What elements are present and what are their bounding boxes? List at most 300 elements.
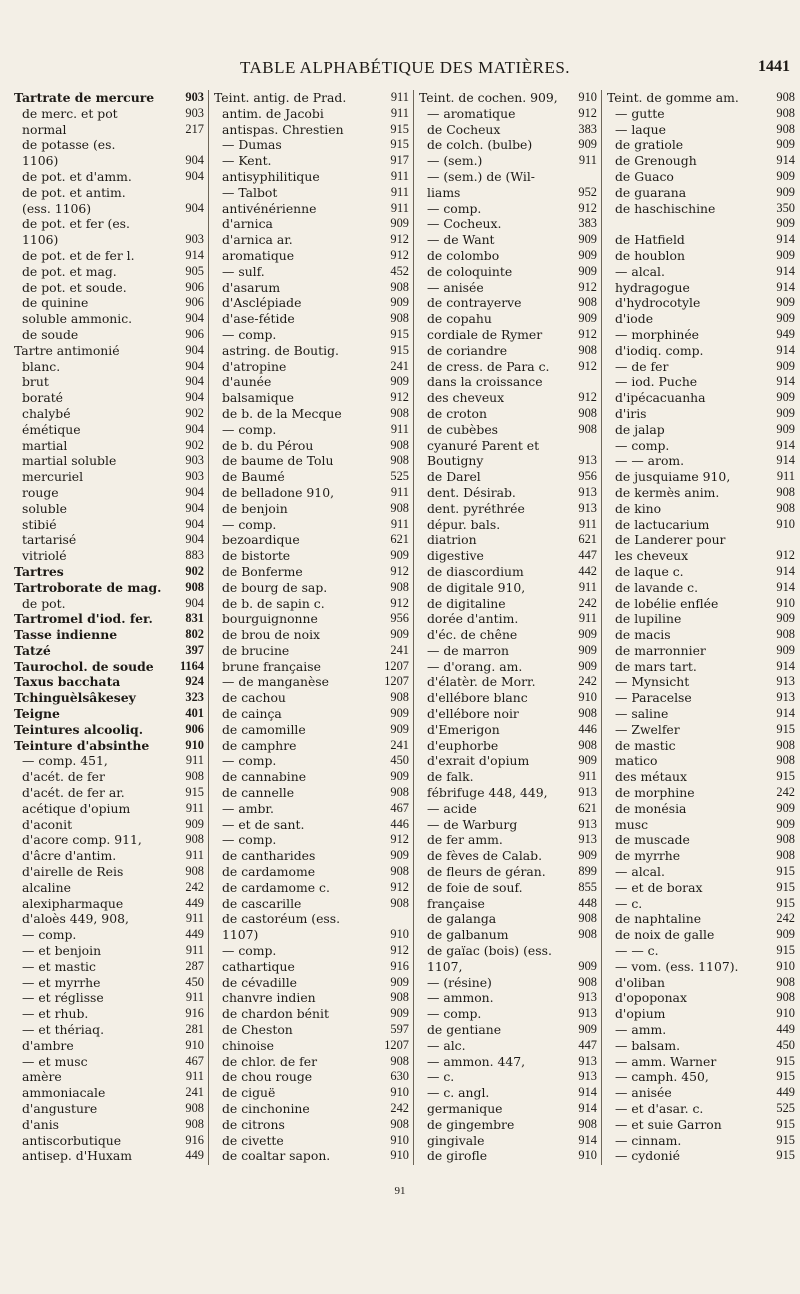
- entry-page-ref: 904: [185, 311, 204, 326]
- entry-page-ref: 910: [578, 690, 597, 705]
- entry-term: d'aloès 449, 908,: [22, 911, 129, 927]
- entry-page-ref: 908: [578, 911, 597, 926]
- index-entry: [607, 927, 795, 943]
- entry-page-ref: 915: [776, 1053, 795, 1068]
- index-entry: [607, 485, 795, 501]
- index-entry: [214, 817, 409, 833]
- entry-page-ref: 525: [390, 469, 409, 484]
- entry-term: — (résine): [427, 974, 492, 990]
- index-entry: [419, 248, 597, 264]
- index-entry: [214, 753, 409, 769]
- entry-term: de cannelle: [222, 785, 295, 801]
- index-entry: [607, 1022, 795, 1038]
- index-entry: [214, 1054, 409, 1070]
- entry-term: de baume de Tolu: [222, 453, 334, 469]
- entry-term: — comp.: [222, 326, 277, 342]
- entry-page-ref: 452: [390, 263, 409, 278]
- entry-term: de castoréum (ess.: [222, 911, 341, 927]
- entry-page-ref: 909: [390, 1006, 409, 1021]
- entry-term: de jalap: [615, 421, 665, 437]
- index-entry: [607, 169, 795, 185]
- index-entry: [419, 390, 597, 406]
- entry-page-ref: 323: [185, 690, 204, 705]
- index-entry: [607, 596, 795, 612]
- entry-page-ref: 914: [776, 437, 795, 452]
- entry-page-ref: 910: [578, 1148, 597, 1163]
- index-entry: [14, 216, 204, 232]
- index-entry: [607, 659, 795, 675]
- index-entry: [214, 564, 409, 580]
- index-entry: [607, 959, 795, 975]
- entry-page-ref: 909: [578, 137, 597, 152]
- entry-term: germanique: [427, 1101, 503, 1116]
- entry-page-ref: 909: [185, 816, 204, 831]
- entry-page-ref: 909: [390, 216, 409, 231]
- index-entry: [419, 517, 597, 533]
- index-entry: [14, 801, 204, 817]
- index-entry: [214, 1133, 409, 1149]
- entry-term: de chou rouge: [222, 1069, 313, 1085]
- entry-page-ref: 904: [185, 153, 204, 168]
- entry-term: de Guaco: [615, 168, 674, 184]
- index-entry: [419, 1101, 597, 1117]
- entry-term: — sulf.: [222, 263, 265, 279]
- index-entry: [419, 374, 597, 390]
- index-entry: [419, 548, 597, 564]
- entry-term: de b. de la Mecque: [222, 405, 342, 421]
- entry-page-ref: 447: [578, 548, 597, 563]
- entry-page-ref: 910: [390, 1085, 409, 1100]
- index-entry: [607, 232, 795, 248]
- entry-page-ref: 909: [578, 311, 597, 326]
- entry-page-ref: 906: [185, 326, 204, 341]
- entry-page-ref: 914: [776, 342, 795, 357]
- entry-page-ref: 909: [776, 642, 795, 657]
- entry-term: de cinchonine: [222, 1101, 310, 1116]
- entry-term: de cardamome: [222, 864, 316, 880]
- index-entry: [14, 469, 204, 485]
- entry-term: 1107): [222, 927, 259, 943]
- entry-page-ref: 915: [776, 1069, 795, 1084]
- entry-term: antivénérienne: [222, 200, 317, 216]
- index-entry: [419, 453, 597, 469]
- entry-term: Teigne: [14, 706, 60, 722]
- entry-page-ref: 909: [776, 390, 795, 405]
- index-entry: [607, 643, 795, 659]
- entry-page-ref: 909: [578, 247, 597, 262]
- index-entry: [214, 169, 409, 185]
- index-entry: [419, 627, 597, 643]
- entry-term: dorée d'antim.: [427, 611, 519, 627]
- index-entry: [607, 122, 795, 138]
- entry-page-ref: 401: [185, 706, 204, 721]
- index-entry: [14, 295, 204, 311]
- index-entry: [607, 327, 795, 343]
- index-entry: [419, 975, 597, 991]
- entry-term: de coloquinte: [427, 263, 513, 279]
- index-entry: [607, 1006, 795, 1022]
- index-entry: [214, 896, 409, 912]
- entry-page-ref: 906: [185, 295, 204, 310]
- index-entry: [14, 722, 204, 738]
- entry-term: — anisée: [615, 1085, 672, 1101]
- entry-term: astring. de Boutig.: [222, 342, 339, 358]
- entry-page-ref: 397: [185, 642, 204, 657]
- entry-page-ref: 911: [185, 990, 204, 1005]
- entry-term: — ammon.: [427, 990, 494, 1006]
- index-entry: [607, 374, 795, 390]
- index-entry: [607, 580, 795, 596]
- entry-page-ref: 802: [185, 627, 204, 642]
- entry-page-ref: 909: [776, 421, 795, 436]
- entry-page-ref: 908: [185, 579, 204, 594]
- entry-term: d'ellébore blanc: [427, 690, 528, 706]
- entry-term: rouge: [22, 484, 59, 500]
- entry-page-ref: 383: [578, 121, 597, 136]
- index-entry: [607, 343, 795, 359]
- index-entry: [419, 185, 597, 201]
- index-entry: [419, 1133, 597, 1149]
- entry-page-ref: 911: [390, 105, 409, 120]
- entry-term: de pot. et fer (es.: [22, 216, 130, 232]
- entry-term: de pot. et d'amm.: [22, 168, 132, 184]
- entry-page-ref: 904: [185, 484, 204, 499]
- entry-page-ref: 910: [185, 737, 204, 752]
- entry-term: — — arom.: [615, 453, 685, 469]
- entry-page-ref: 952: [578, 184, 597, 199]
- entry-page-ref: 908: [776, 500, 795, 515]
- index-entry: [607, 295, 795, 311]
- entry-page-ref: 909: [776, 295, 795, 310]
- index-entry: [607, 422, 795, 438]
- entry-term: d'atropine: [222, 358, 287, 374]
- entry-page-ref: 909: [390, 848, 409, 863]
- entry-term: d'âcre d'antim.: [22, 848, 117, 864]
- entry-term: — comp.: [222, 753, 277, 769]
- entry-term: de civette: [222, 1132, 284, 1148]
- entry-page-ref: 904: [185, 374, 204, 389]
- index-entry: [14, 627, 204, 643]
- entry-page-ref: 909: [776, 611, 795, 626]
- entry-page-ref: 908: [578, 1116, 597, 1131]
- index-entry: [214, 1069, 409, 1085]
- index-entry: [214, 343, 409, 359]
- entry-page-ref: 908: [390, 437, 409, 452]
- index-entry: [419, 169, 597, 185]
- entry-page-ref: 906: [185, 279, 204, 294]
- index-entry: [607, 1069, 795, 1085]
- entry-page-ref: 908: [578, 927, 597, 942]
- index-entry: [14, 501, 204, 517]
- index-entry: [419, 801, 597, 817]
- entry-page-ref: 908: [578, 405, 597, 420]
- entry-term: antisep. d'Huxam: [22, 1148, 133, 1164]
- entry-term: Teintures alcooliq.: [14, 721, 144, 737]
- index-column-2: [214, 90, 409, 1165]
- index-entry: [214, 1101, 409, 1117]
- entry-term: — de manganèse: [222, 674, 329, 690]
- index-entry: [607, 864, 795, 880]
- index-entry: [214, 90, 409, 106]
- entry-page-ref: 630: [390, 1069, 409, 1084]
- index-entry: [607, 975, 795, 991]
- index-entry: [14, 832, 204, 848]
- entry-term: matico: [615, 753, 658, 769]
- index-entry: [14, 674, 204, 690]
- entry-term: — c.: [615, 895, 643, 911]
- entry-term: de colch. (bulbe): [427, 137, 533, 153]
- entry-page-ref: 915: [390, 137, 409, 152]
- index-entry: [419, 295, 597, 311]
- entry-page-ref: 911: [185, 1069, 204, 1084]
- index-entry: [419, 880, 597, 896]
- entry-page-ref: 909: [776, 800, 795, 815]
- index-entry: [419, 769, 597, 785]
- entry-page-ref: 899: [578, 864, 597, 879]
- entry-term: — anisée: [427, 279, 484, 295]
- index-entry: [214, 596, 409, 612]
- entry-term: — morphinée: [615, 326, 699, 342]
- entry-page-ref: 450: [390, 753, 409, 768]
- entry-term: — et rhub.: [22, 1006, 89, 1022]
- index-entry: [214, 485, 409, 501]
- entry-term: martial: [22, 437, 68, 453]
- entry-page-ref: 906: [185, 721, 204, 736]
- entry-term: de pot. et antim.: [22, 184, 126, 200]
- entry-term: de Darel: [427, 469, 481, 485]
- entry-page-ref: 914: [776, 153, 795, 168]
- entry-term: antiscorbutique: [22, 1132, 122, 1148]
- entry-page-ref: 909: [578, 642, 597, 657]
- entry-page-ref: 914: [776, 453, 795, 468]
- index-entry: [607, 216, 795, 232]
- entry-term: aromatique: [222, 247, 295, 263]
- index-entry: [214, 927, 409, 943]
- index-column-1: [14, 90, 204, 1165]
- entry-term: amère: [22, 1069, 62, 1085]
- entry-page-ref: 911: [390, 184, 409, 199]
- index-entry: [419, 343, 597, 359]
- index-entry: [14, 1085, 204, 1101]
- entry-page-ref: 908: [390, 311, 409, 326]
- entry-term: de muscade: [615, 832, 690, 848]
- entry-page-ref: 911: [776, 469, 795, 484]
- entry-page-ref: 911: [578, 769, 597, 784]
- index-entry: [14, 374, 204, 390]
- entry-page-ref: 1164: [179, 658, 204, 673]
- entry-page-ref: 904: [185, 358, 204, 373]
- entry-page-ref: 915: [776, 769, 795, 784]
- index-entry: [419, 137, 597, 153]
- entry-page-ref: 467: [185, 1053, 204, 1068]
- index-entry: [419, 706, 597, 722]
- index-entry: [419, 674, 597, 690]
- index-entry: [607, 153, 795, 169]
- index-entry: [14, 453, 204, 469]
- entry-page-ref: 908: [776, 484, 795, 499]
- index-entry: [214, 216, 409, 232]
- entry-page-ref: 909: [390, 974, 409, 989]
- entry-page-ref: 909: [578, 263, 597, 278]
- entry-page-ref: 910: [185, 1037, 204, 1052]
- entry-page-ref: 911: [185, 800, 204, 815]
- index-entry: [419, 469, 597, 485]
- entry-term: d'iode: [615, 311, 654, 327]
- entry-term: Tartroborate de mag.: [14, 579, 162, 595]
- entry-page-ref: 908: [578, 342, 597, 357]
- index-entry: [607, 817, 795, 833]
- index-entry: [214, 248, 409, 264]
- index-entry: [214, 1022, 409, 1038]
- entry-page-ref: 449: [776, 1022, 795, 1037]
- index-entry: [14, 106, 204, 122]
- entry-page-ref: 450: [185, 974, 204, 989]
- entry-page-ref: 912: [390, 390, 409, 405]
- entry-term: de falk.: [427, 769, 474, 785]
- entry-page-ref: 914: [776, 279, 795, 294]
- entry-page-ref: 903: [185, 453, 204, 468]
- index-entry: [214, 975, 409, 991]
- index-entry: [607, 611, 795, 627]
- entry-page-ref: 914: [185, 247, 204, 262]
- entry-page-ref: 914: [776, 232, 795, 247]
- index-entry: [419, 943, 597, 959]
- entry-term: de citrons: [222, 1116, 285, 1132]
- index-entry: [419, 580, 597, 596]
- page-title: TABLE ALPHABÉTIQUE DES MATIÈRES.: [239, 58, 571, 77]
- index-entry: [214, 327, 409, 343]
- entry-term: de fèves de Calab.: [427, 848, 543, 864]
- entry-term: de pot. et de fer l.: [22, 247, 135, 263]
- index-entry: [419, 596, 597, 612]
- entry-page-ref: 241: [390, 737, 409, 752]
- index-entry: [214, 785, 409, 801]
- entry-term: — alc.: [427, 1037, 466, 1053]
- index-entry: [214, 280, 409, 296]
- entry-page-ref: 915: [776, 1116, 795, 1131]
- index-entry: [214, 1038, 409, 1054]
- index-entry: [214, 359, 409, 375]
- index-entry: [419, 848, 597, 864]
- index-entry: [14, 390, 204, 406]
- index-entry: [214, 501, 409, 517]
- index-column-3: [419, 90, 597, 1165]
- index-entry: [214, 548, 409, 564]
- entry-term: — camph. 450,: [615, 1069, 709, 1085]
- index-entry: [14, 1148, 204, 1164]
- entry-page-ref: 909: [776, 927, 795, 942]
- entry-term: soluble: [22, 500, 67, 516]
- entry-page-ref: 217: [185, 121, 204, 136]
- entry-page-ref: 883: [185, 548, 204, 563]
- index-entry: [419, 690, 597, 706]
- index-column-4: [607, 90, 795, 1165]
- index-entry: [214, 469, 409, 485]
- entry-page-ref: 909: [578, 1022, 597, 1037]
- entry-page-ref: 908: [390, 453, 409, 468]
- entry-term: les cheveux: [615, 548, 689, 564]
- index-entry: [214, 453, 409, 469]
- index-entry: [214, 232, 409, 248]
- index-entry: [14, 232, 204, 248]
- entry-page-ref: 281: [185, 1022, 204, 1037]
- entry-term: de Grenough: [615, 153, 697, 169]
- index-entry: [214, 311, 409, 327]
- entry-page-ref: 446: [390, 816, 409, 831]
- entry-term: d'airelle de Reis: [22, 864, 124, 880]
- index-entry: [214, 106, 409, 122]
- index-entry: [214, 422, 409, 438]
- index-entry: [214, 580, 409, 596]
- entry-term: de Bonferme: [222, 563, 303, 579]
- index-entry: [607, 453, 795, 469]
- entry-term: de chardon bénit: [222, 1006, 329, 1022]
- entry-page-ref: 905: [185, 263, 204, 278]
- entry-page-ref: 908: [185, 1116, 204, 1131]
- entry-term: de galbanum: [427, 927, 509, 943]
- index-entry: [14, 706, 204, 722]
- entry-page-ref: 913: [578, 832, 597, 847]
- index-entry: [607, 501, 795, 517]
- index-entry: [14, 943, 204, 959]
- entry-page-ref: 909: [578, 848, 597, 863]
- entry-page-ref: 241: [390, 642, 409, 657]
- index-entry: [607, 137, 795, 153]
- entry-term: de gingembre: [427, 1116, 515, 1132]
- entry-term: de bistorte: [222, 548, 291, 564]
- entry-term: — comp.: [222, 421, 277, 437]
- index-entry: [419, 1038, 597, 1054]
- entry-term: balsamique: [222, 390, 294, 406]
- entry-term: d'acore comp. 911,: [22, 832, 142, 848]
- entry-term: de kermès anim.: [615, 484, 720, 500]
- entry-page-ref: 908: [776, 737, 795, 752]
- entry-term: de belladone 910,: [222, 484, 335, 500]
- entry-page-ref: 916: [185, 1132, 204, 1147]
- entry-page-ref: 911: [390, 200, 409, 215]
- entry-page-ref: 621: [578, 800, 597, 815]
- entry-term: d'opium: [615, 1006, 666, 1022]
- entry-page-ref: 908: [390, 405, 409, 420]
- entry-page-ref: 831: [185, 611, 204, 626]
- entry-term: de lupiline: [615, 611, 682, 627]
- index-entry: [607, 532, 795, 548]
- entry-term: de copahu: [427, 311, 492, 327]
- index-entry: [607, 1148, 795, 1164]
- entry-page-ref: 915: [390, 342, 409, 357]
- entry-page-ref: 467: [390, 800, 409, 815]
- entry-page-ref: 914: [578, 1101, 597, 1115]
- entry-term: stibié: [22, 516, 57, 532]
- entry-term: ammoniacale: [22, 1085, 106, 1101]
- index-entry: [214, 990, 409, 1006]
- index-entry: [419, 311, 597, 327]
- index-entry: [14, 659, 204, 675]
- page-number: 1441: [758, 58, 790, 75]
- entry-term: hydragogue: [615, 279, 690, 295]
- entry-term: — de Warburg: [427, 816, 518, 832]
- entry-page-ref: 449: [185, 895, 204, 910]
- entry-page-ref: 903: [185, 469, 204, 484]
- entry-page-ref: 904: [185, 168, 204, 183]
- entry-page-ref: 904: [185, 532, 204, 547]
- index-entry: [214, 706, 409, 722]
- entry-page-ref: 912: [390, 595, 409, 610]
- index-entry: [607, 517, 795, 533]
- index-entry: [214, 264, 409, 280]
- index-entry: [14, 911, 204, 927]
- entry-term: musc: [615, 816, 649, 832]
